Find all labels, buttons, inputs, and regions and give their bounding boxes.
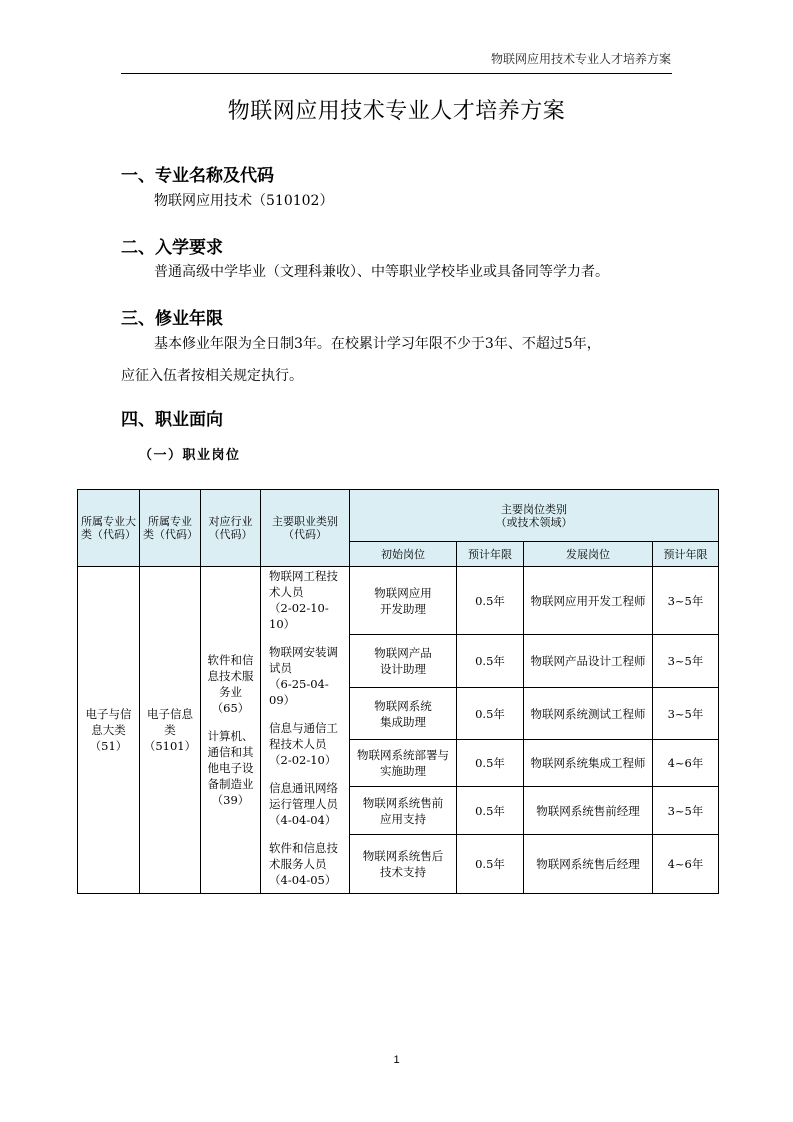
section-heading-name-code: 一、专业名称及代码 xyxy=(121,166,274,186)
initial-position-line2: 实施助理 xyxy=(380,764,426,778)
section-heading-career: 四、职业面向 xyxy=(121,410,223,430)
development-years-cell: 3~5年 xyxy=(653,635,719,688)
header-category-l2: 所属专业类（代码） xyxy=(140,490,201,567)
occupation-item xyxy=(261,644,349,708)
initial-years-cell: 0.5年 xyxy=(457,835,524,894)
table-row xyxy=(78,567,719,635)
header-positions-line2: （或技术领域） xyxy=(495,515,573,529)
occupation-code: （2-02-10-10） xyxy=(269,601,329,631)
occupations-cell xyxy=(261,567,350,894)
occupation-name: 信息与通信工程技术人员 xyxy=(269,721,338,751)
occupation-name: 物联网工程技术人员 xyxy=(269,569,338,599)
industry-code: （65） xyxy=(211,701,250,715)
initial-position-cell xyxy=(350,688,457,740)
major-name-code: 物联网应用技术（510102） xyxy=(154,193,334,209)
header-rule xyxy=(121,73,672,74)
development-years-cell: 3~5年 xyxy=(653,567,719,635)
duration-text-line2: 应征入伍者按相关规定执行。 xyxy=(121,368,303,384)
document-title: 物联网应用技术专业人才培养方案 xyxy=(227,99,566,124)
header-industry: 对应行业（代码） xyxy=(201,490,261,567)
category-l2-cell xyxy=(140,567,201,894)
header-initial-years: 预计年限 xyxy=(457,542,524,567)
header-initial-position: 初始岗位 xyxy=(350,542,457,567)
initial-years-cell: 0.5年 xyxy=(457,740,524,787)
subheading-positions: （一）职业岗位 xyxy=(139,448,241,463)
career-positions-table xyxy=(77,489,719,894)
initial-position-line1: 物联网系统售后 xyxy=(362,849,444,863)
industry-cell xyxy=(201,567,261,894)
header-development-years: 预计年限 xyxy=(653,542,719,567)
occupation-code: （4-04-04） xyxy=(269,813,337,827)
initial-position-line2: 应用支持 xyxy=(380,811,426,826)
initial-position-line2: 设计助理 xyxy=(380,662,426,676)
category-l2-code: （5101） xyxy=(143,739,197,753)
header-category-l1: 所属专业大类（代码） xyxy=(78,490,140,567)
category-l2-name: 电子信息类 xyxy=(147,707,193,737)
initial-position-line2: 技术支持 xyxy=(380,865,426,879)
initial-position-line1: 物联网系统售前 xyxy=(362,795,444,810)
initial-position-cell xyxy=(350,567,457,635)
initial-position-cell xyxy=(350,635,457,688)
occupation-code: （4-04-05） xyxy=(269,873,337,887)
section-heading-duration: 三、修业年限 xyxy=(121,309,223,329)
initial-years-cell: 0.5年 xyxy=(457,635,524,688)
development-position-cell: 物联网系统售前经理 xyxy=(524,787,653,835)
development-years-cell: 3~5年 xyxy=(653,688,719,740)
occupation-item xyxy=(261,780,349,828)
development-position-cell: 物联网产品设计工程师 xyxy=(524,635,653,688)
occupation-item xyxy=(261,720,349,768)
duration-text-line1: 基本修业年限为全日制3年。在校累计学习年限不少于3年、不超过5年， xyxy=(154,336,601,352)
initial-position-line2: 开发助理 xyxy=(380,601,426,616)
header-occupation: 主要职业类别（代码） xyxy=(261,490,350,567)
category-l1-cell xyxy=(78,567,140,894)
occupation-name: 物联网安装调试员 xyxy=(269,645,338,675)
initial-position-cell xyxy=(350,787,457,835)
header-development-position: 发展岗位 xyxy=(524,542,653,567)
admission-requirements: 普通高级中学毕业（文理科兼收）、中等职业学校毕业或具备同等学力者。 xyxy=(154,264,609,280)
development-position-cell: 物联网系统售后经理 xyxy=(524,835,653,894)
initial-position-cell xyxy=(350,835,457,894)
initial-years-cell: 0.5年 xyxy=(457,688,524,740)
category-l1-name: 电子与信息大类 xyxy=(85,707,132,737)
initial-position-line1: 物联网应用 xyxy=(374,585,432,600)
initial-years-cell: 0.5年 xyxy=(457,787,524,835)
development-position-cell: 物联网系统测试工程师 xyxy=(524,688,653,740)
industry-name: 计算机、通信和其他电子设备制造业 xyxy=(207,729,254,791)
initial-position-line1: 物联网系统部署与 xyxy=(357,748,449,762)
occupation-name: 信息通讯网络运行管理人员 xyxy=(269,781,338,811)
industry-code: （39） xyxy=(211,793,250,807)
development-years-cell: 4~6年 xyxy=(653,835,719,894)
industry-name: 软件和信息技术服务业 xyxy=(207,653,254,699)
running-header: 物联网应用技术专业人才培养方案 xyxy=(490,52,671,66)
header-positions xyxy=(350,490,719,542)
occupation-code: （2-02-10） xyxy=(269,753,337,767)
development-position-cell: 物联网系统集成工程师 xyxy=(524,740,653,787)
occupation-code: （6-25-04-09） xyxy=(269,677,329,707)
initial-years-cell: 0.5年 xyxy=(457,567,524,635)
page-number: 1 xyxy=(393,1054,400,1066)
occupation-item xyxy=(261,840,349,888)
section-heading-admission: 二、入学要求 xyxy=(121,238,223,258)
occupation-item xyxy=(261,568,349,632)
initial-position-line1: 物联网系统 xyxy=(374,698,432,713)
initial-position-cell xyxy=(350,740,457,787)
initial-position-line1: 物联网产品 xyxy=(374,646,432,660)
occupation-name: 软件和信息技术服务人员 xyxy=(269,841,338,871)
development-years-cell: 3~5年 xyxy=(653,787,719,835)
development-position-cell: 物联网应用开发工程师 xyxy=(524,567,653,635)
header-positions-line1: 主要岗位类别 xyxy=(501,502,567,516)
development-years-cell: 4~6年 xyxy=(653,740,719,787)
initial-position-line2: 集成助理 xyxy=(380,714,426,729)
category-l1-code: （51） xyxy=(89,739,128,753)
